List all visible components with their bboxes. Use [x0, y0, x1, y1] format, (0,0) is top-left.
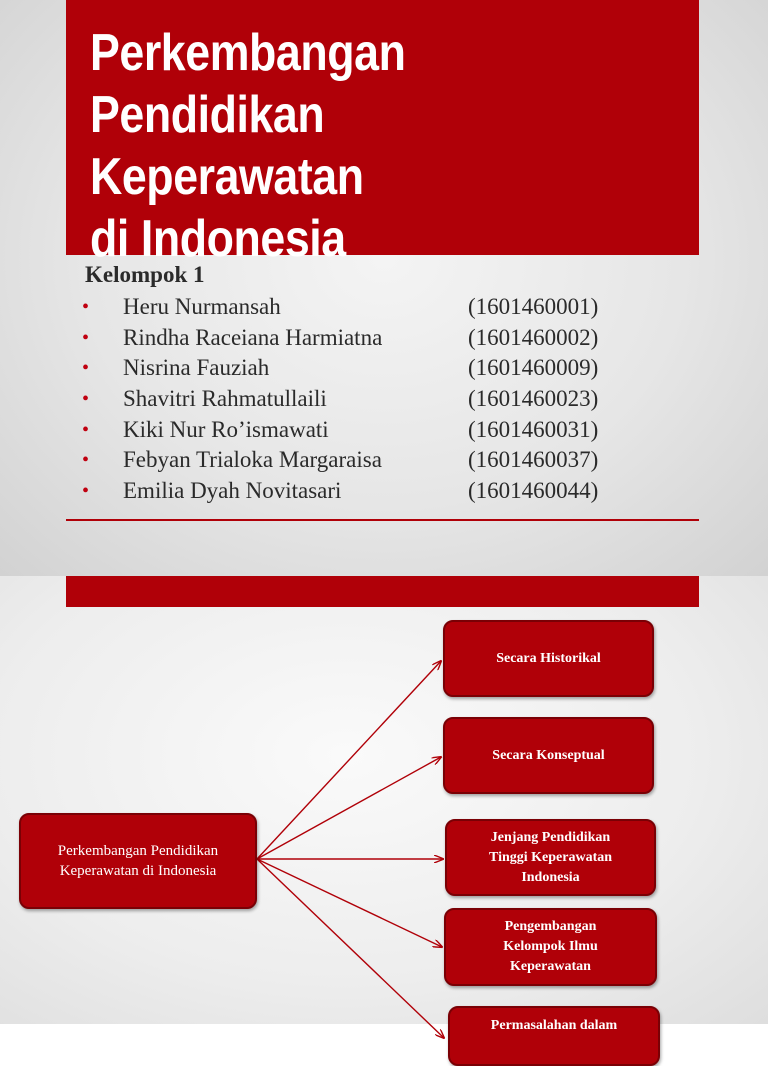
- member-name: Febyan Trialoka Margaraisa: [123, 447, 382, 473]
- bullet-icon: •: [82, 449, 90, 472]
- title-banner: [66, 0, 699, 268]
- node-jenjang-pendidikan: Jenjang Pendidikan Tinggi Keperawatan Indonesia: [445, 819, 656, 896]
- bullet-icon: •: [82, 388, 90, 411]
- member-nim: (1601460023): [468, 386, 599, 412]
- arrow-to-permasalahan: [257, 859, 444, 1038]
- list-item: [80, 445, 640, 476]
- arrow-to-historikal: [257, 661, 441, 859]
- member-nim: (1601460031): [468, 416, 599, 442]
- list-item: [80, 384, 640, 415]
- member-list: [80, 292, 640, 507]
- member-name: Heru Nurmansah: [123, 294, 281, 319]
- member-nim: (1601460037): [468, 447, 599, 473]
- bullet-icon: •: [82, 357, 90, 380]
- member-nim: (1601460009): [468, 355, 599, 381]
- member-name: Nisrina Fauziah: [123, 355, 270, 381]
- member-name: Kiki Nur Ro’ismawati: [123, 416, 329, 442]
- arrow-to-pengembangan: [257, 859, 442, 947]
- node-permasalahan: Permasalahan dalam: [448, 1006, 660, 1066]
- list-item: [80, 476, 640, 507]
- list-item: [80, 353, 640, 384]
- list-item: [80, 292, 640, 323]
- member-name: Emilia Dyah Novitasari: [123, 478, 342, 504]
- node-konseptual: Secara Konseptual: [443, 717, 654, 794]
- root-node: Perkembangan Pendidikan Keperawatan di Indonesia: [19, 813, 257, 909]
- member-nim: (1601460002): [468, 324, 599, 350]
- node-pengembangan-ilmu: Pengembangan Kelompok Ilmu Keperawatan: [444, 908, 657, 986]
- arrow-to-konseptual: [257, 757, 441, 859]
- member-name: Rindha Raceiana Harmiatna: [123, 324, 383, 350]
- slide-title: Perkembangan Pendidikan Keperawatan di Indonesia: [90, 24, 406, 268]
- divider-line: [66, 519, 699, 521]
- bullet-icon: •: [82, 326, 90, 349]
- node-historikal: Secara Historikal: [443, 620, 654, 697]
- member-nim: (1601460001): [468, 294, 599, 319]
- member-name: Shavitri Rahmatullaili: [123, 386, 327, 412]
- mindmap-slide: [0, 576, 768, 1033]
- group-heading: Kelompok 1: [85, 262, 205, 287]
- list-item: [80, 415, 640, 446]
- bullet-icon: •: [82, 296, 90, 318]
- list-item: [80, 323, 640, 354]
- member-nim: (1601460044): [468, 478, 599, 504]
- bullet-icon: •: [82, 418, 90, 441]
- bullet-icon: •: [82, 480, 90, 503]
